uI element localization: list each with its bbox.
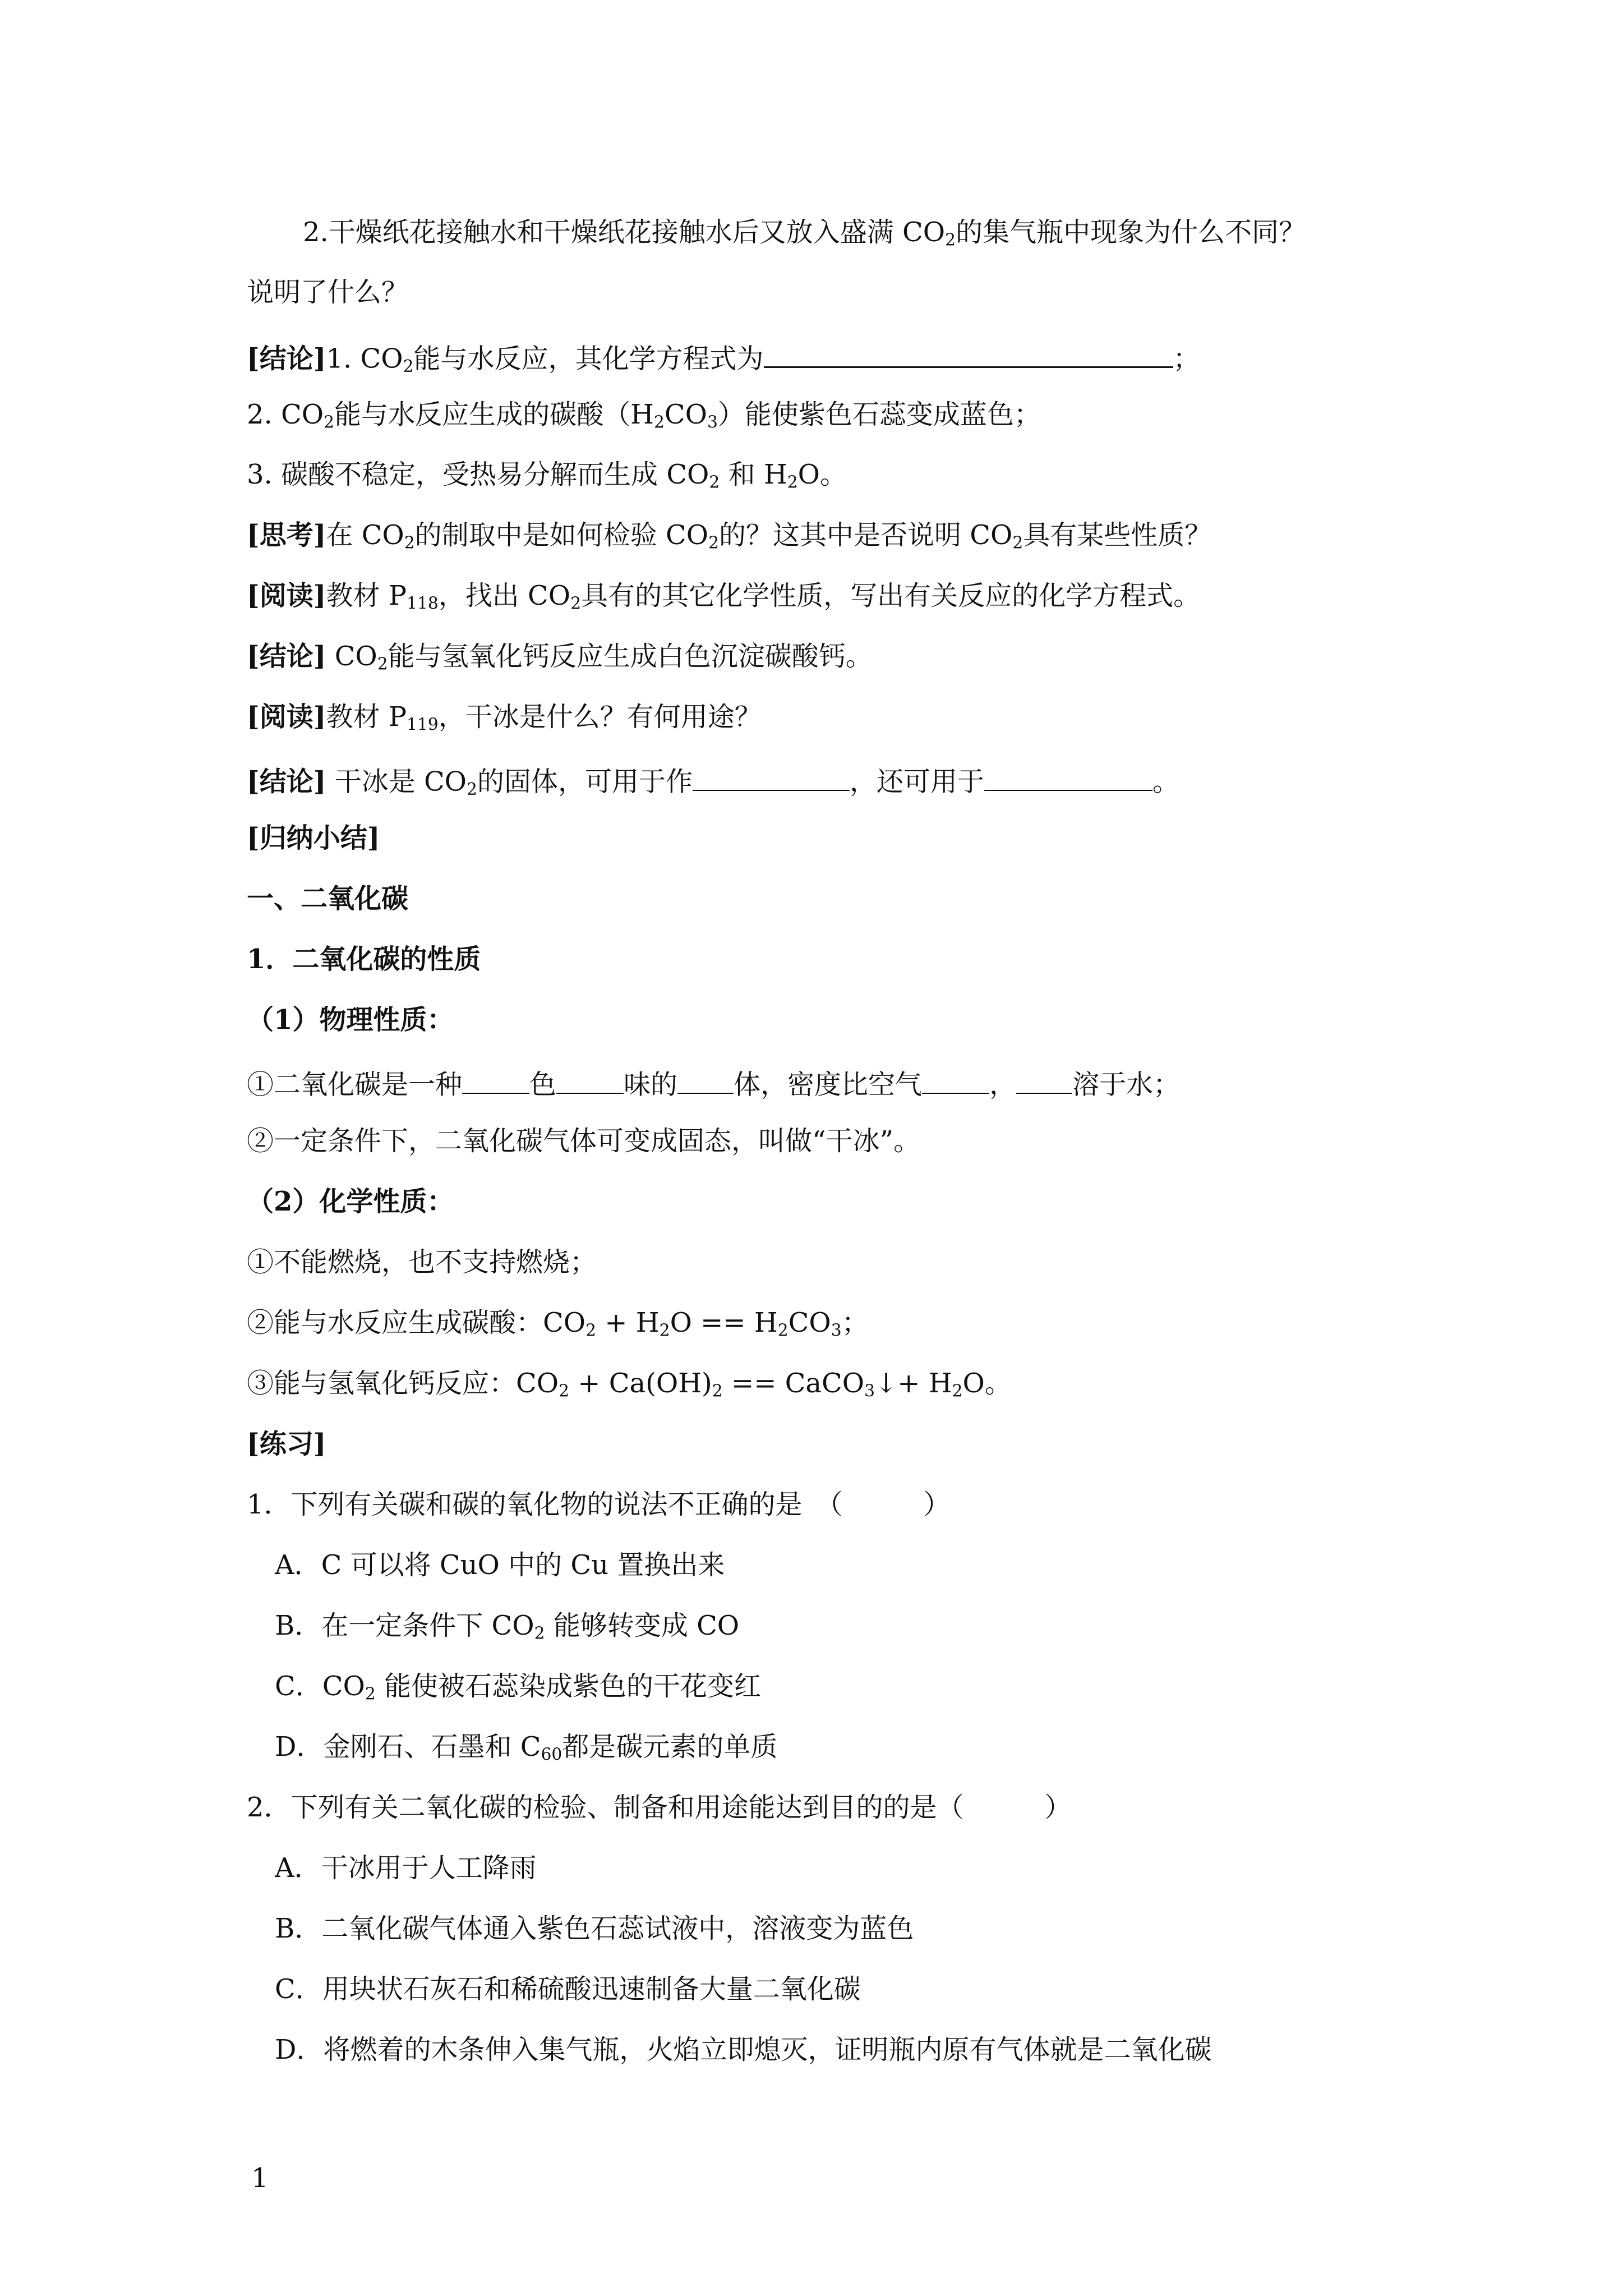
subsection-heading: 1．二氧化碳的性质	[247, 944, 481, 975]
section-heading: 一、二氧化碳	[247, 883, 409, 914]
conclusion-1: [结论]1. $CO_2$能与水反应，其化学方程式为 ；	[247, 341, 1200, 372]
chemical-property-3: ③能与氢氧化钙反应：$CO_2 + Ca(OH)_2$ == CaCO$_3$↓+ $H_2O$。	[247, 1368, 1012, 1401]
conclusion-5: [结论] 干冰是 $CO_2$的固体，可用于作 ，还可用于 。	[247, 764, 1179, 795]
chemical-property-1: ①不能燃烧，也不支持燃烧；	[247, 1246, 597, 1278]
practice-heading: [练习]	[247, 1428, 326, 1460]
exercise-2-option-d[interactable]: D．将燃着的木条伸入集气瓶，火焰立即熄灭，证明瓶内原有气体就是二氧化碳	[275, 2034, 1212, 2065]
exercise-2-option-a[interactable]: A．干冰用于人工降雨	[275, 1852, 537, 1884]
reading-1: [阅读]教材 $P_{118}$，找出 $CO_2$具有的其它化学性质，写出有关反应的化学方程式。	[247, 580, 1201, 614]
exercise-2-option-b[interactable]: B．二氧化碳气体通入紫色石蕊试液中，溶液变为蓝色	[275, 1913, 914, 1944]
conclusion-3: 3. 碳酸不稳定，受热易分解而生成 $CO_2$ 和 $H_2O$。	[247, 459, 847, 493]
answer-blank[interactable]	[693, 764, 850, 791]
answer-blank[interactable]	[556, 1067, 624, 1094]
answer-blank[interactable]	[922, 1067, 989, 1094]
question-2-continuation: 说明了什么？	[247, 277, 409, 308]
chemical-properties-heading: （2）化学性质：	[247, 1186, 454, 1217]
conclusion-4: [结论] $CO_2$能与氢氧化钙反应生成白色沉淀碳酸钙。	[247, 641, 873, 674]
think-prompt: [思考]在 $CO_2$的制取中是如何检验 $CO_2$的？这其中是否说明 $CO_2$具有某些性质？	[247, 519, 1212, 553]
exercise-2-option-c[interactable]: C．用块状石灰石和稀硫酸迅速制备大量二氧化碳	[275, 1973, 861, 2005]
conclusion-2: 2. $CO_2$能与水反应生成的碳酸$(H_2CO_3)$能使紫色石蕊变成蓝色；	[247, 399, 1041, 432]
summary-heading: [归纳小结]	[247, 822, 380, 854]
page-number: 1	[251, 2162, 269, 2194]
exercise-1-option-a[interactable]: A．C 可以将 CuO 中的 Cu 置换出来	[275, 1549, 725, 1581]
answer-blank[interactable]	[764, 341, 1173, 368]
answer-blank[interactable]	[984, 764, 1152, 791]
physical-property-1: ①二氧化碳是一种 色 味的 体，密度比空气 ， 溶于水；	[247, 1067, 1180, 1098]
exercise-1-option-c[interactable]: C．$CO_2$ 能使被石蕊染成紫色的干花变红	[275, 1671, 762, 1704]
answer-blank[interactable]	[462, 1067, 529, 1094]
physical-properties-heading: （1）物理性质：	[247, 1004, 454, 1036]
exercise-1-option-b[interactable]: B．在一定条件下 $CO_2$ 能够转变成 CO	[275, 1610, 740, 1644]
answer-blank[interactable]	[1016, 1067, 1072, 1094]
exercise-1-question: 1．下列有关碳和碳的氧化物的说法不正确的是 （ ）	[247, 1489, 951, 1520]
question-2-text: 2.干燥纸花接触水和干燥纸花接触水后又放入盛满 $CO_2$的集气瓶中现象为什么不同？	[303, 217, 1306, 250]
exercise-2-question: 2．下列有关二氧化碳的检验、制备和用途能达到目的的是（ ）	[247, 1792, 1072, 1823]
chemical-property-2: ②能与水反应生成碳酸：$CO_2 + H_2O == H_2CO_3$；	[247, 1307, 869, 1341]
reading-2: [阅读]教材 $P_{119}$，干冰是什么？有何用途？	[247, 701, 762, 735]
answer-blank[interactable]	[677, 1067, 734, 1094]
physical-property-2: ②一定条件下，二氧化碳气体可变成固态，叫做“干冰”。	[247, 1125, 921, 1157]
exercise-1-option-d[interactable]: D．金刚石、石墨和 $C_{60}$都是碳元素的单质	[275, 1731, 778, 1765]
